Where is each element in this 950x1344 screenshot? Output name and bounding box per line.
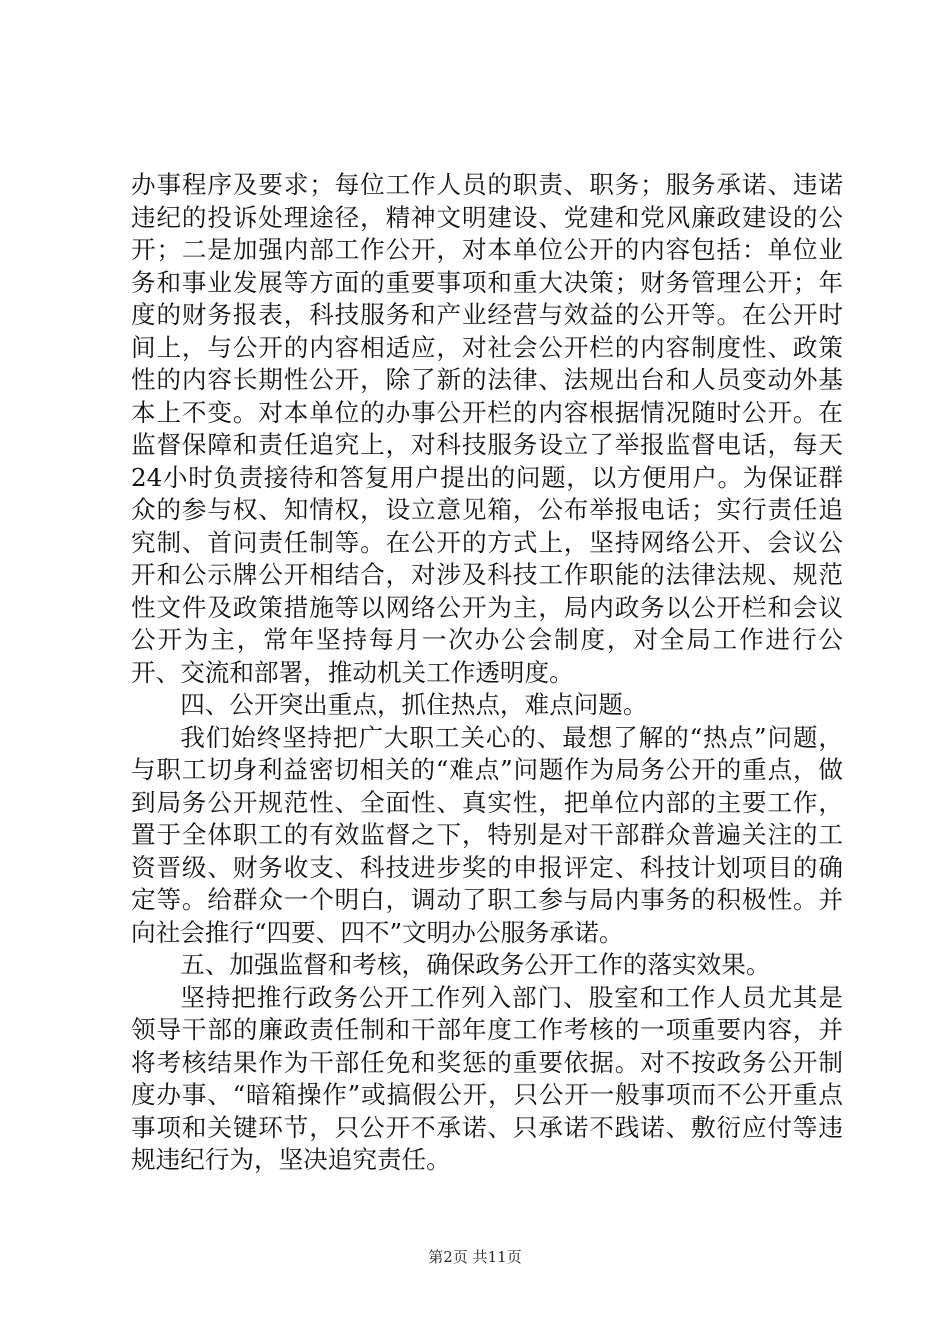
section-heading-4: 四、公开突出重点，抓住热点，难点问题。 — [180, 690, 648, 719]
page-number-footer: 第2页 共11页 — [428, 1248, 522, 1266]
section-heading-5: 五、加强监督和考核，确保政务公开工作的落实效果。 — [180, 950, 771, 979]
paragraph-1: 办事程序及要求；每位工作人员的职责、职务；服务承诺、违诺违纪的投诉处理途径，精神文明建设、党建和党风廉政建设的公开；二是加强内部工作公开，对本单位公开的内容包括：单位业务和事业发展等方面的重要事项和重大决策；财务管理公开；年度的财务报表，科技服务和产业经营与效益的公开等。在公开时间上，与公开的内容相适应，对社会公开栏的内容制度性、政策性的内容长期性公开，除了新的法律、法规出台和人员变动外基本上不变。对本单位的办事公开栏的内容根据情况随时公开。在监督保障和责任追究上，对科技服务设立了举报监督电话，每天24小时负责接待和答复用户提出的问题，以方便用户。为保证群众的参与权、知情权，设立意见箱，公布举报电话；实行责任追究制、首问责任制等。在公开的方式上，坚持网络公开、会议公开和公示牌公开相结合，对涉及科技工作职能的法律法规、规范性文件及政策措施等以网络公开为主，局内政务以公开栏和会议公开为主，常年坚持每月一次办公会制度，对全局工作进行公开、交流和部署，推动机关工作透明度。 — [131, 170, 843, 687]
document-body — [131, 169, 843, 1177]
paragraph-2: 我们始终坚持把广大职工关心的、最想了解的“热点”问题，与职工切身利益密切相关的“难点”问题作为局务公开的重点，做到局务公开规范性、全面性、真实性，把单位内部的主要工作，置于全体职工的有效监督之下，特别是对干部群众普遍关注的工资晋级、财务收支、科技进步奖的申报评定、科技计划项目的确定等。给群众一个明白，调动了职工参与局内事务的积极性。并向社会推行“四要、四不”文明办公服务承诺。 — [131, 722, 843, 947]
paragraph-3: 坚持把推行政务公开工作列入部门、股室和工作人员尤其是领导干部的廉政责任制和干部年度工作考核的一项重要内容，并将考核结果作为干部任免和奖惩的重要依据。对不按政务公开制度办事、“暗箱操作”或搞假公开，只公开一般事项而不公开重点事项和关键环节，只公开不承诺、只承诺不践诺、敷衍应付等违规违纪行为，坚决追究责任。 — [131, 982, 843, 1174]
